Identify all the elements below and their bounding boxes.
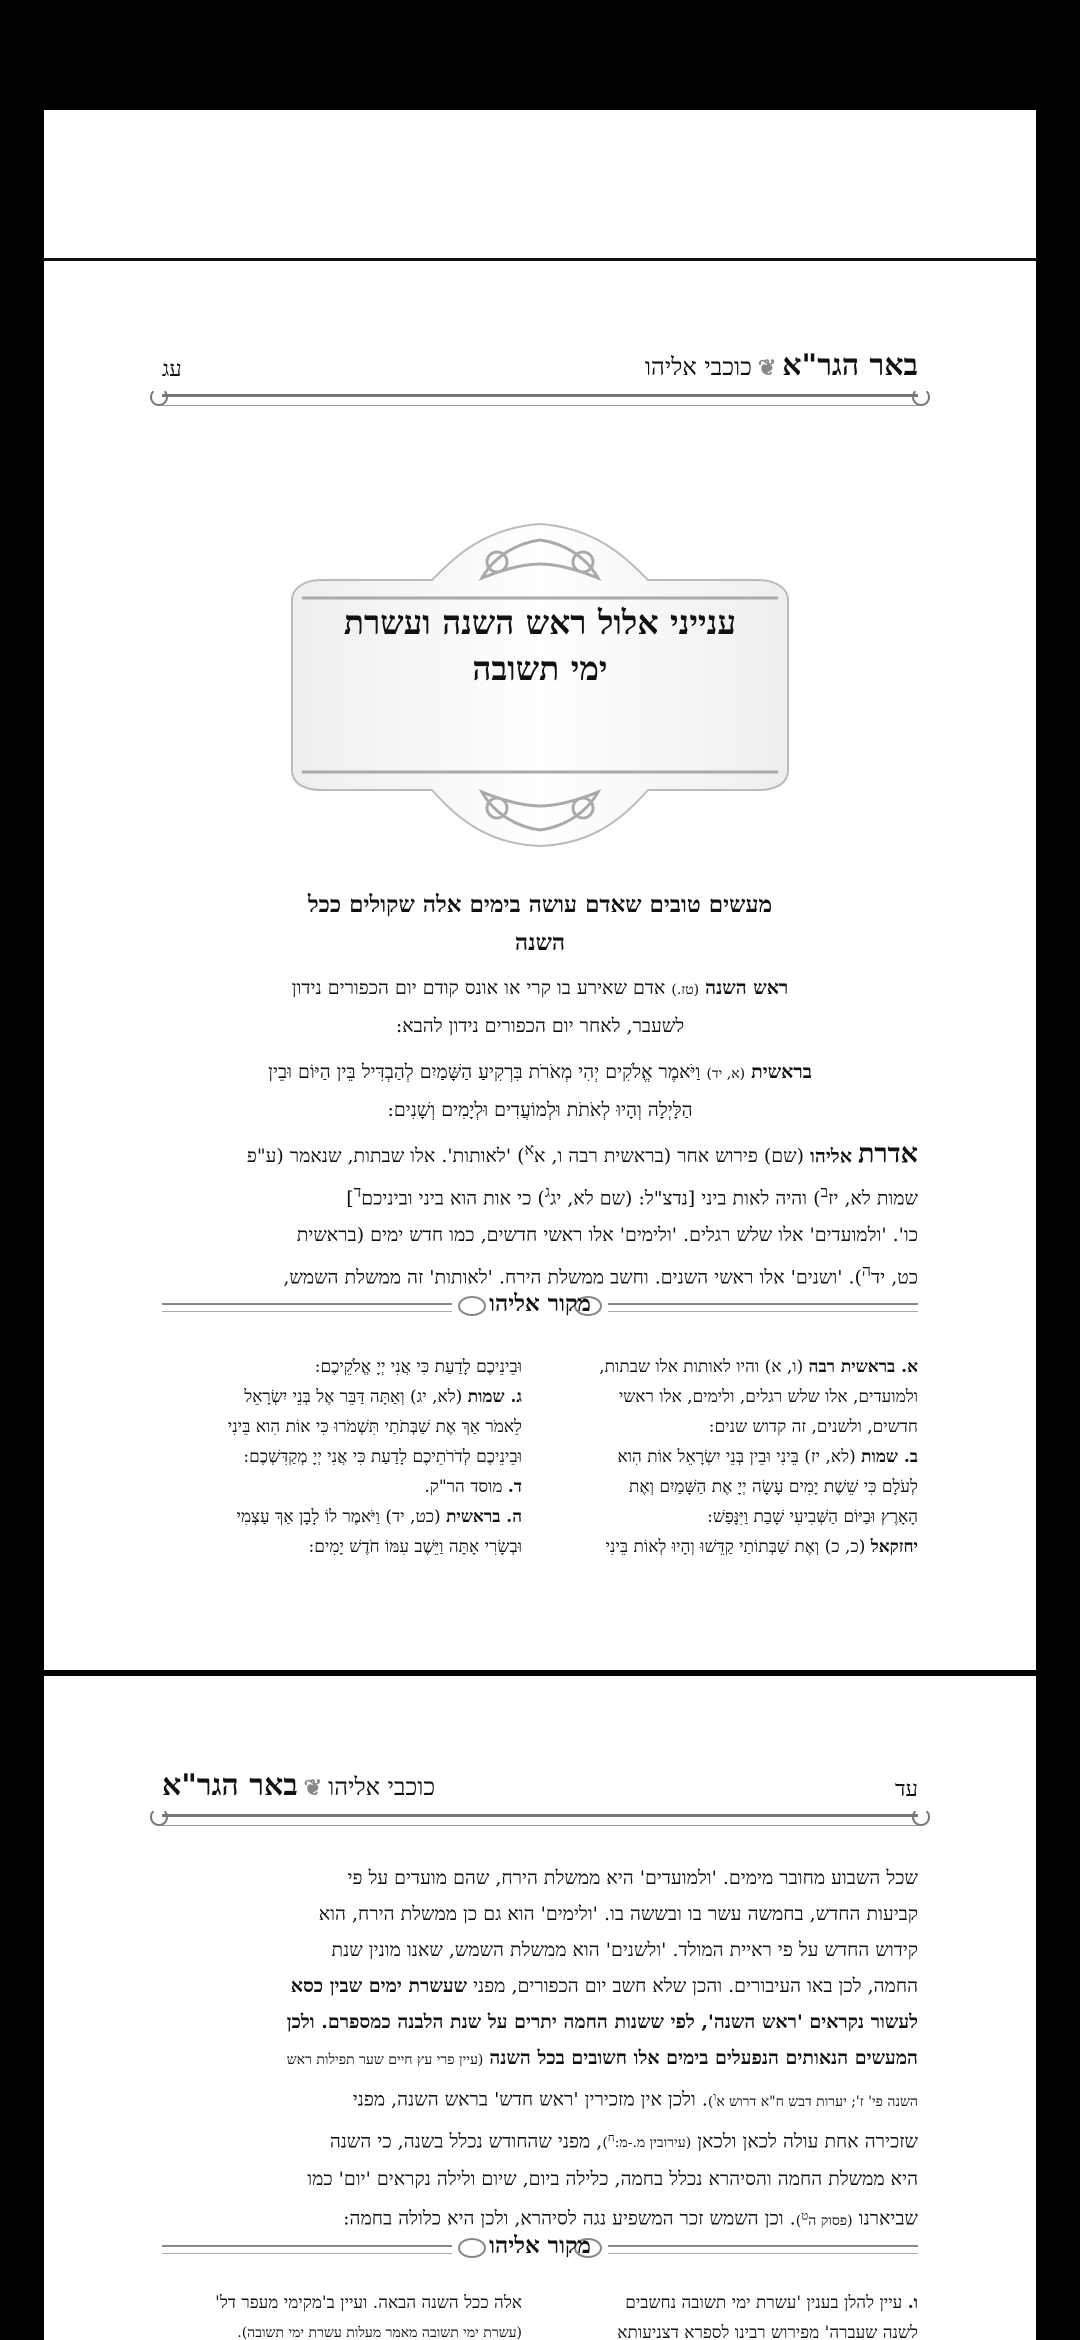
note-line: ד. מוסד הר"ק. (424, 1477, 522, 1497)
body-line: לעשור נקראים 'ראש השנה', לפי ששנות החמה יתרים על שנת הלבנה כמספרם. ולכן (286, 2011, 918, 2033)
body-line: שביארנו (פסוק ה$^ט$). וכן השמש זכר המשפיע נגה לסיהרא, ולכן היא כלולה בחמה: (343, 2207, 918, 2230)
note-line: לְעֹלָם כִּי שֵׁשֶׁת יָמִים עָשָׂה יְיָ אֶת הַשָּׁמַיִם וְאֶת (629, 1477, 918, 1497)
aderet-eliyahu-commentary (162, 1132, 918, 1295)
note-line: לשנה שעברה' מפירוש רבינו לספרא דצניעותא (617, 2323, 918, 2340)
note-line: וּבְשָׂרִי אָתָּה וַיֵּשֶׁב עִמּוֹ חֹדֶשׁ יָמִים: (308, 1537, 522, 1557)
running-head (162, 1768, 918, 1824)
page-number: עג (162, 357, 182, 382)
header-divider (44, 258, 1036, 261)
running-head-title: כוכבי אליהו❦באר הגר"א (162, 1768, 436, 1803)
body-line: היא ממשלת החמה והסיהרא נכלל בחמה, כלילה ביום, שיום ולילה נקראים 'יום' כמו (307, 2168, 918, 2191)
aderet-line1: (שם) פירוש אחר (בראשית רבה ו, א$^א$) 'לאותות'. אלו שבתות, שנאמר (ע"פ (246, 1140, 804, 1168)
chapter-title (282, 600, 798, 692)
source-notes-left-column (162, 1352, 522, 1562)
note-line: ו. עיין להלן בענין 'עשרת ימי תשובה נחשבים (625, 2293, 918, 2313)
note-line: ולמועדים, אלו שלש רגלים, ולימים, אלו ראשי (618, 1387, 918, 1407)
running-head-rule (162, 394, 918, 406)
page-one (44, 110, 1036, 1670)
body-line: החמה, לכן באו העיבורים. והכן שלא חשב יום הכפורים, מפני שעשרת ימים שבין כסא (290, 1975, 918, 1997)
note-line: אלה ככל השנה הבאה. ועיין ב'מקימי מעפר דל' (215, 2293, 522, 2313)
body-line: המעשים הנאותים הנפעלים בימים אלו חשובים בכל השנה (עיין פרי עץ חיים שער תפילות ראש (286, 2047, 918, 2069)
note-line: א. בראשית רבה (ו, א) והיו לאותות אלו שבתות, (599, 1357, 918, 1377)
aderet-line2: שמות לא, יז$^ב$) והיה לאות ביני [נדצ"ל: (שם לא, יג$^ג$) כי אות הוא ביני וביניכם$^ד$] (346, 1182, 918, 1210)
body-line: השנה פי' ז'; יערות דבש ח"א דרוש א$^ו$). ולכן אין מזכירין 'ראש חדש' בראש השנה, מפני (352, 2088, 918, 2111)
aderet-line3: כו'. 'ולמועדים' אלו שלש רגלים. 'ולימים' אלו ראשי חדשים, כמו חדש ימים (בראשית (296, 1223, 918, 1246)
rosh-hashana-label: ראש השנה (705, 977, 789, 999)
source-heading: מקור אליהו (489, 2232, 591, 2259)
bereshit-label: בראשית (751, 1061, 812, 1083)
source-notes-left-column (162, 2288, 522, 2340)
section-heading-line2: השנה (514, 929, 566, 956)
body-line: שכל השבוע מחובר מימים. 'ולמועדים' היא ממשלת הירח, שהם מועדים על פי (347, 1867, 918, 1889)
rosh-hashana-quote (194, 970, 886, 1044)
rosh-hashana-ref: (טז.) (671, 982, 700, 998)
note-line: יחזקאל (כ, כ) וְאֶת שַׁבְּתוֹתַי קַדֵּשׁוּ וְהָיוּ לְאוֹת בֵּינִי (605, 1537, 918, 1557)
note-line: ה. בראשית (כט, יד) וַיֹּאמֶר לוֹ לָבָן אַךְ עַצְמִי (236, 1507, 522, 1527)
page-number: עד (894, 1777, 918, 1802)
note-line: הָאָרֶץ וּבַיּוֹם הַשְּׁבִיעִי שָׁבַת וַיִּנָּפַשׁ: (707, 1507, 918, 1527)
note-line: לֵאמֹר אַךְ אֶת שַׁבְּתֹתַי תִּשְׁמֹרוּ כִּי אוֹת הִוא בֵּינִי (227, 1417, 522, 1437)
source-divider (162, 1290, 918, 1320)
source-divider (162, 2232, 918, 2262)
bereshit-verse (194, 1054, 886, 1128)
commentary-continued (162, 1860, 918, 2239)
bereshit-verse-line1: וַיֹּאמֶר אֱלֹקִים יְהִי מְאֹרֹת בִּרְקִיעַ הַשָּׁמַיִם לְהַבְדִּיל בֵּין הַיּוֹם וּבֵין (268, 1061, 701, 1083)
note-line: (עשרת ימי תשובה מאמר מעלות עשרת ימי תשובה). (237, 2325, 522, 2340)
aderet-label-2: אליהו (810, 1145, 852, 1168)
aderet-label: אדרת (857, 1138, 918, 1170)
aderet-line4: כט, יד$^ה$). 'ושנים' אלו ראשי השנים. וחשב ממשלת הירח. 'לאותות' זה ממשלת השמש, (283, 1260, 918, 1288)
chapter-title-line2: ימי תשובה (472, 649, 608, 688)
running-head (162, 348, 918, 404)
page-two (44, 1676, 1036, 2340)
note-line: ג. שמות (לא, יג) וְאַתָּה דַּבֵּר אֶל בְּנֵי יִשְׂרָאֵל (244, 1387, 522, 1407)
body-line: קביעות החדש, בחמשה עשר בו ובששה בו. 'ולימים' הוא גם כן ממשלת הירח, הוא (318, 1903, 918, 1925)
source-heading: מקור אליהו (489, 1290, 591, 1317)
body-line: שזכירה אחת עולה לכאן ולכאן (עירובין מ.-מ:$^ח$), מפני שהחודש נכלל בשנה, כי השנה (329, 2130, 918, 2153)
chapter-title-line1: ענייני אלול ראש השנה ועשרת (343, 603, 737, 642)
rosh-hashana-text-2: לשעבר, לאחר יום הכפורים נידון להבא: (395, 1015, 685, 1037)
bereshit-ref: (א, יד) (706, 1066, 746, 1082)
bereshit-verse-line2: הַלָּיְלָה וְהָיוּ לְאֹתֹת וּלְמוֹעֲדִים וּלְיָמִים וְשָׁנִים: (387, 1099, 693, 1121)
running-head-title: באר הגר"א❦כוכבי אליהו (644, 348, 918, 383)
leaf-icon: ❦ (757, 355, 777, 381)
note-line: וּבֵינֵיכֶם לְדֹרֹתֵיכֶם לָדַעַת כִּי אֲנִי יְיָ מְקַדִּשְׁכֶם: (243, 1447, 522, 1467)
body-line: קידוש החדש על פי ראיית המולד. 'ולשנים' הוא ממשלת השמש, שאנו מונין שנת (331, 1939, 918, 1961)
running-head-rule (162, 1814, 918, 1826)
rosh-hashana-text: אדם שאירע בו קרי או אונס קודם יום הכפורים נידון (291, 977, 666, 999)
section-heading (194, 886, 886, 962)
note-line: חדשים, ולשנים, זה קדוש שנים: (708, 1417, 918, 1437)
source-notes-right-column (558, 1352, 918, 1562)
section-heading-line1: מעשים טובים שאדם עושה בימים אלה שקולים ככל (307, 891, 773, 918)
leaf-icon: ❦ (303, 1775, 323, 1801)
note-line: וּבֵינֵיכֶם לָדַעַת כִּי אֲנִי יְיָ אֱלֹקֵיכֶם: (314, 1357, 522, 1377)
source-notes-right-column (558, 2288, 918, 2340)
note-line: ב. שמות (לא, יז) בֵּינִי וּבֵין בְּנֵי יִשְׂרָאֵל אוֹת הִוא (617, 1447, 918, 1467)
